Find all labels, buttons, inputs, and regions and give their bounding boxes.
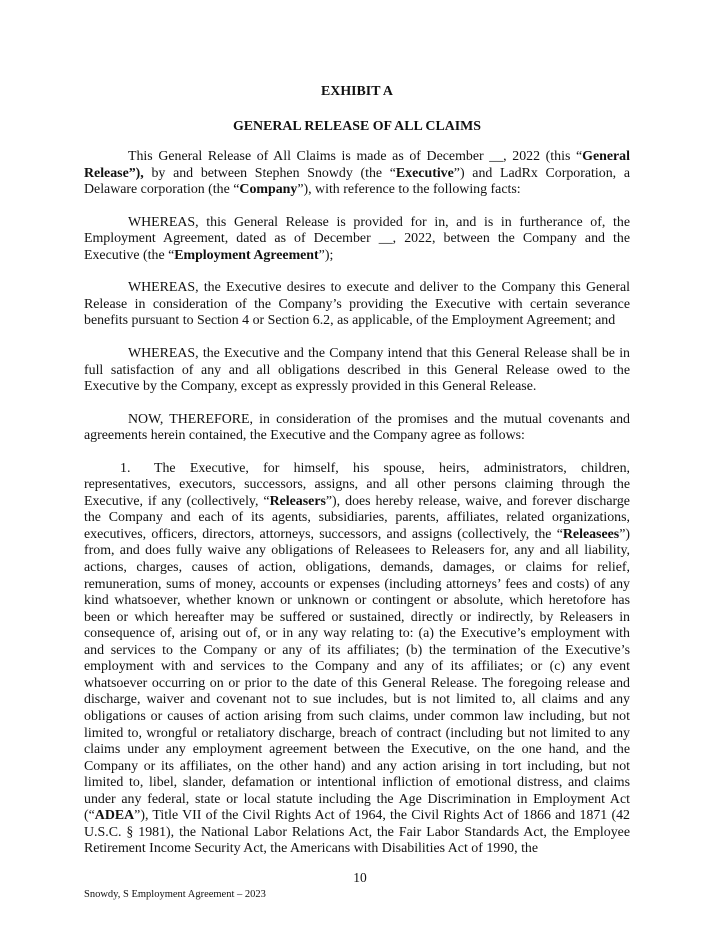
intro-paragraph — [84, 149, 630, 199]
intro-text-4: ”), with reference to the following facts: — [297, 182, 521, 198]
whereas-paragraph-1 — [84, 215, 630, 265]
intro-text-2: by and between Stephen Snowdy (the “ — [143, 165, 396, 181]
whereas-1-text-1: WHEREAS, this General Release is provided for in, and is in furtherance of, the Employment Agreement, dated as of December __, 2022, between the Company and the Executive (the “ — [84, 214, 630, 263]
section-1-text-4: ”), Title VII of the Civil Rights Act of 1964, the Civil Rights Act of 1866 and 1871 (42 U.S.C. § 1981), the National Labor Relations Act, the Fair Labor Standards Act, the Employee Retirement Income Security Act, the Americans with Disabilities Act of 1990, the — [84, 808, 630, 857]
defined-term-company: Company — [239, 182, 298, 198]
intro-text-1: This General Release of All Claims is made as of December __, 2022 (this “ — [128, 149, 583, 165]
defined-term-employment-agreement: Employment Agreement — [174, 247, 319, 263]
section-1-number: 1. — [120, 460, 131, 476]
whereas-paragraph-2: WHEREAS, the Executive desires to execute and deliver to the Company this General Release in consideration of the Company’s providing the Executive with certain severance benefits pursuant to Section 4 or Section 6.2, as applicable, of the Employment Agreement; and — [84, 280, 630, 329]
page-number: 10 — [353, 870, 367, 885]
section-1-paragraph — [84, 461, 630, 858]
document-body — [84, 84, 630, 858]
intro-text-3: ”) and LadRx Corporation, a Delaware corporation (the “ — [84, 165, 630, 198]
document-title: GENERAL RELEASE OF ALL CLAIMS — [232, 118, 482, 134]
defined-term-executive: Executive — [395, 165, 454, 181]
section-1-text-2: ”), does hereby release, waive, and forever discharge the Company and each of its agents, subsidiaries, parents, affiliates, related organizations, executives, officers, directors, attorneys, successors, and assigns (collectively, the “ — [84, 493, 630, 542]
exhibit-heading: EXHIBIT A — [321, 84, 393, 99]
section-1-text-1: The Executive, for himself, his spouse, heirs, administrators, children, representatives, executors, successors, assigns, and all other persons claiming through the Executive, if any (collectively, “ — [84, 460, 630, 509]
now-therefore-paragraph: NOW, THEREFORE, in consideration of the promises and the mutual covenants and agreements herein contained, the Executive and the Company agree as follows: — [84, 411, 630, 444]
whereas-paragraph-3: WHEREAS, the Executive and the Company intend that this General Release shall be in full satisfaction of any and all obligations described in this General Release owed to the Executive by the Company, except as expressly provided in this General Release. — [84, 346, 630, 395]
defined-term-general-release: General Release”), — [84, 149, 630, 181]
whereas-1-text-2: ”); — [318, 247, 334, 263]
defined-term-adea: ADEA — [94, 808, 135, 824]
section-1-text-3: ”) from, and does fully waive any obligations of Releasees to Releasers for, any and all liability, actions, charges, causes of action, obligations, demands, damages, or claims for relief, remuneration, sums of money, accounts or expenses (including attorneys’ fees and costs) of any kind whatsoever, whether known or unknown or contingent or absolute, which heretofore has been or which hereafter may be suffered or sustained, directly or indirectly, by Releasers in consequence of, arising out of, or in any way relating to: (a) the Executive’s employment with and services to the Company or any of its affiliates; (b) the termination of the Executive’s employment with and services to the Company and any of its affiliates; or (c) any event whatsoever occurring on or prior to the date of this General Release. The foregoing release and discharge, waiver and covenant not to sue includes, but is not limited to, all claims and any obligations or causes of action arising from such claims, under common law including, but not limited to, wrongful or retaliatory discharge, breach of contract (including but not limited to any claims under any employment agreement between the Executive, on the one hand, and the Company or its affiliates, on the other hand) and any action arising in tort including, but not limited to, libel, slander, defamation or intentional infliction of emotional distress, and claims under any federal, state or local statute including the Age Discrimination in Employment Act (“ — [84, 526, 630, 824]
defined-term-releasees: Releasees — [562, 526, 620, 542]
defined-term-releasers: Releasers — [269, 493, 326, 509]
document-footer: Snowdy, S Employment Agreement – 2023 — [84, 889, 266, 900]
